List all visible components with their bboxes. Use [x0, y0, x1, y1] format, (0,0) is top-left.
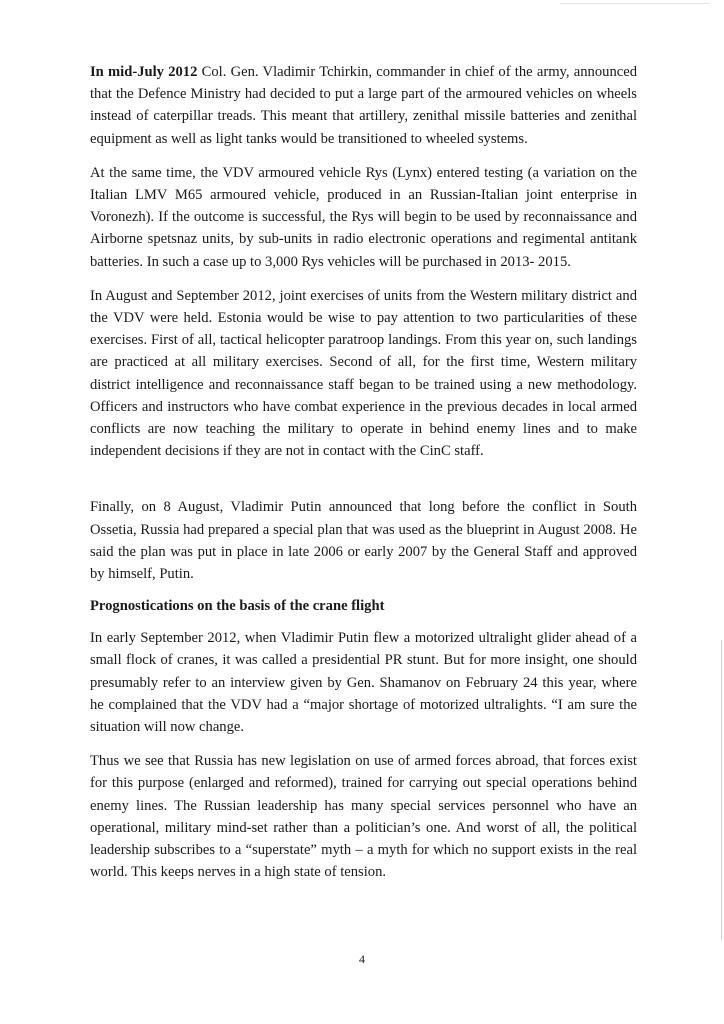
paragraph-joint-exercises: In August and September 2012, joint exercises of units from the Western military district and the VDV were held. Estonia would be wise to pay attention to two particularities of these exercises. First of all, tactical helicopter paratroop landings. From this year on, such landings are practiced at all military exercises. Second of all, for the first time, Western military district intelligence and reconnaissance staff began to be trained using a new methodology. Officers and instructors who have combat experience in the previous decades in local armed conflicts are now teaching the military to operate in behind enemy lines and to make independent decisions if they are not in contact with the CinC staff. — [90, 287, 637, 460]
paragraph-rys-lynx: At the same time, the VDV armoured vehicle Rys (Lynx) entered testing (a variation on the Italian LMV M65 armoured vehicle, produced in an Russian-Italian joint enterprise in Voronezh). If the outcome is successful, the Rys will begin to be used by reconnaissance and Airborne spetsnaz units, by sub-units in radio electronic operations and regimental antitank batteries. In such a case up to 3,000 Rys vehicles will be purchased in 2013- 2015. — [90, 164, 637, 270]
scan-edge-top — [560, 3, 710, 4]
paragraph-army-wheels — [90, 61, 637, 150]
document-body — [90, 61, 637, 884]
paragraph-conclusion: Thus we see that Russia has new legislation on use of armed forces abroad, that forces exist for this purpose (enlarged and reformed), trained for carrying out special operations behind enemy lines. The Russian leadership has many special services personnel who have an operational, military mind-set rather than a politician’s one. And worst of all, the political leadership subscribes to a “superstate” myth – a myth for which no support exists in the real world. This keeps nerves in a high state of tension. — [90, 753, 637, 881]
section-heading: Prognostications on the basis of the crane flight — [90, 598, 385, 615]
scan-edge-right — [721, 640, 722, 940]
paragraph-lead: In mid-July 2012 — [90, 64, 198, 80]
paragraph-crane-flight: In early September 2012, when Vladimir Putin flew a motorized ultralight glider ahead of a small flock of cranes, it was called a presidential PR stunt. But for more insight, one should presumably refer to an interview given by Gen. Shamanov on February 24 this year, where he complained that the VDV had a “major shortage of motorized ultralights. “I am sure the situation will now change. — [90, 630, 637, 736]
paragraph-putin-plan: Finally, on 8 August, Vladimir Putin announced that long before the conflict in South Ossetia, Russia had prepared a special plan that was used as the blueprint in August 2008. He said the plan was put in place in late 2006 or early 2007 by the General Staff and approved by himself, Putin. — [90, 499, 637, 583]
page-number: 4 — [359, 952, 365, 966]
paragraph-text: Col. Gen. Vladimir Tchirkin, commander in chief of the army, announced that the Defence Ministry had decided to put a large part of the armoured vehicles on wheels instead of caterpillar treads. This meant that artillery, zenithal missile batteries and zenithal equipment as well as light tanks would be transitioned to wheeled systems. — [90, 64, 637, 147]
